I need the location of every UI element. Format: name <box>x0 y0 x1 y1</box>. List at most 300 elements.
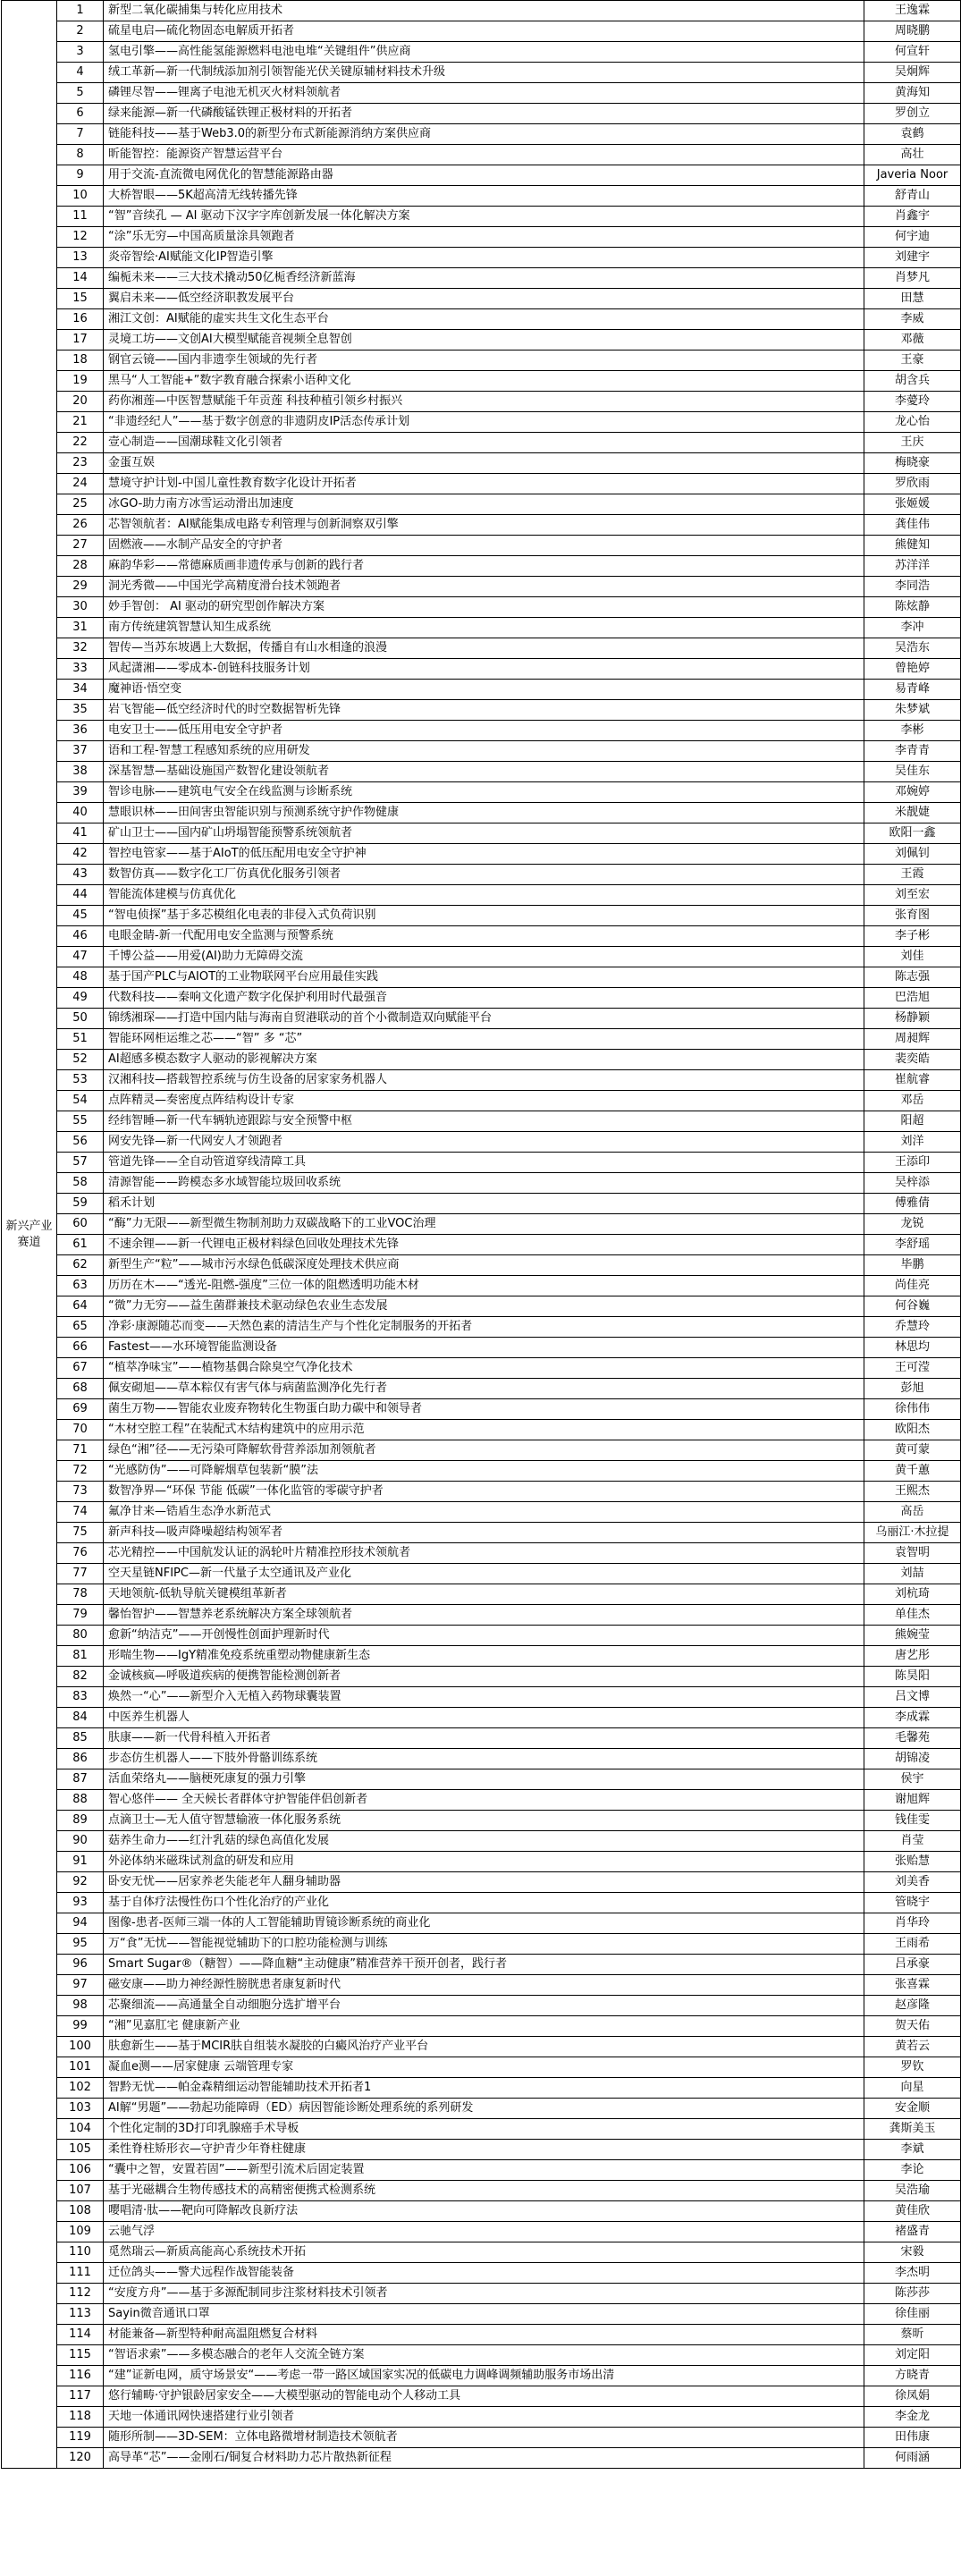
row-number: 112 <box>57 2284 104 2304</box>
team-leader: 张贻慧 <box>864 1852 961 1872</box>
team-leader: Javeria Noor <box>864 165 961 186</box>
table-row <box>2 700 961 721</box>
project-name: 绿来能源—新一代磷酸锰铁锂正极材料的开拓者 <box>104 104 864 124</box>
team-leader: 邓婉婷 <box>864 782 961 803</box>
project-name: 柔性脊柱矫形衣—守护青少年脊柱健康 <box>104 2140 864 2160</box>
project-name: 形喘生物——IgY精准免疫系统重塑动物健康新生态 <box>104 1646 864 1667</box>
project-name: 管道先锋——全自动管道穿线清障工具 <box>104 1153 864 1173</box>
project-name: 炎帝智绘·AI赋能文化IP智造引擎 <box>104 248 864 268</box>
row-number: 96 <box>57 1955 104 1975</box>
team-leader: 向星 <box>864 2078 961 2099</box>
team-leader: 吴梓添 <box>864 1173 961 1194</box>
team-leader: 易青峰 <box>864 680 961 700</box>
row-number: 95 <box>57 1934 104 1955</box>
table-row <box>2 42 961 63</box>
project-name: 活血荣络丸——脑梗死康复的强力引擎 <box>104 1769 864 1790</box>
team-leader: 袁鹤 <box>864 124 961 145</box>
table-row <box>2 1111 961 1132</box>
project-name: 网安先锋—新一代网安人才领跑者 <box>104 1132 864 1153</box>
table-row <box>2 289 961 309</box>
project-name: 钢官云镜——国内非遗孪生领域的先行者 <box>104 351 864 371</box>
team-leader: 王雨希 <box>864 1934 961 1955</box>
project-name: 数智仿真——数字化工厂仿真优化服务引领者 <box>104 865 864 885</box>
row-number: 48 <box>57 967 104 988</box>
row-number: 106 <box>57 2160 104 2181</box>
team-leader: 张喜霖 <box>864 1975 961 1996</box>
project-name: “光感防伪”——可降解烟草包装新“膜”法 <box>104 1461 864 1482</box>
table-row <box>2 2078 961 2099</box>
row-number: 12 <box>57 227 104 248</box>
project-name: 智能流体建模与仿真优化 <box>104 885 864 906</box>
team-leader: 唐艺彤 <box>864 1646 961 1667</box>
team-leader: 徐伟伟 <box>864 1399 961 1420</box>
table-row <box>2 680 961 700</box>
team-leader: 王庆 <box>864 433 961 453</box>
table-row <box>2 1255 961 1276</box>
table-row <box>2 803 961 823</box>
project-name: 智能环网柜运维之芯——“智” 多 “芯” <box>104 1029 864 1050</box>
team-leader: 陈炫静 <box>864 597 961 618</box>
table-row <box>2 659 961 680</box>
row-number: 43 <box>57 865 104 885</box>
team-leader: 吕承豪 <box>864 1955 961 1975</box>
table-row <box>2 762 961 782</box>
row-number: 27 <box>57 536 104 556</box>
table-row <box>2 618 961 638</box>
row-number: 23 <box>57 453 104 474</box>
project-name: 风起潇湘——零成本-创链科技服务计划 <box>104 659 864 680</box>
project-name: 中医养生机器人 <box>104 1708 864 1728</box>
team-leader: 邓薇 <box>864 330 961 351</box>
project-name: 金诚核疯—呼吸道疾病的便携智能检测创新者 <box>104 1667 864 1687</box>
team-leader: 刘佳 <box>864 947 961 967</box>
project-name: “植萃净味宝”——植物基偶合除臭空气净化技术 <box>104 1358 864 1379</box>
team-leader: 刘至宏 <box>864 885 961 906</box>
row-number: 55 <box>57 1111 104 1132</box>
row-number: 35 <box>57 700 104 721</box>
row-number: 75 <box>57 1523 104 1543</box>
row-number: 98 <box>57 1996 104 2016</box>
row-number: 34 <box>57 680 104 700</box>
table-row <box>2 1153 961 1173</box>
table-row <box>2 1358 961 1379</box>
project-name: 点阵精灵—奏密度点阵结构设计专家 <box>104 1091 864 1111</box>
table-row <box>2 351 961 371</box>
project-name: 磁安康——助力神经源性膀胱患者康复新时代 <box>104 1975 864 1996</box>
row-number: 67 <box>57 1358 104 1379</box>
table-row <box>2 2304 961 2325</box>
table-row <box>2 2284 961 2304</box>
table-row <box>2 2386 961 2407</box>
project-name: 慧眼识林——田间害虫智能识别与预测系统守护作物健康 <box>104 803 864 823</box>
table-row <box>2 2407 961 2428</box>
project-name: “酶”力无限——新型微生物制剂助力双碳战略下的工业VOC治理 <box>104 1214 864 1235</box>
row-number: 80 <box>57 1626 104 1646</box>
project-name: 肤愈新生——基于MCIR肤自组装水凝胶的白癜风治疗产业平台 <box>104 2037 864 2057</box>
row-number: 89 <box>57 1811 104 1831</box>
row-number: 18 <box>57 351 104 371</box>
row-number: 78 <box>57 1584 104 1605</box>
team-leader: 尚佳亮 <box>864 1276 961 1296</box>
team-leader: 徐佳丽 <box>864 2304 961 2325</box>
project-name: 芯光精控——中国航发认证的涡轮叶片精准控形技术领航者 <box>104 1543 864 1564</box>
table-row <box>2 63 961 83</box>
table-row <box>2 2160 961 2181</box>
team-leader: 黄千蕙 <box>864 1461 961 1482</box>
row-number: 108 <box>57 2201 104 2222</box>
team-leader: 袁智明 <box>864 1543 961 1564</box>
project-name: 磷锂尽智——锂离子电池无机灭火材料领航者 <box>104 83 864 104</box>
project-name: 南方传统建筑智慧认知生成系统 <box>104 618 864 638</box>
row-number: 79 <box>57 1605 104 1626</box>
row-number: 25 <box>57 494 104 515</box>
row-number: 16 <box>57 309 104 330</box>
row-number: 7 <box>57 124 104 145</box>
project-name: “微”力无穷——益生菌群兼技术驱动绿色农业生态发展 <box>104 1296 864 1317</box>
category-cell: 新兴产业赛道 <box>2 1 57 2469</box>
team-leader: 龚斯美玉 <box>864 2119 961 2140</box>
project-name: “安度方舟”——基于多源配制同步注浆材料技术引领者 <box>104 2284 864 2304</box>
table-row <box>2 2016 961 2037</box>
project-name: 天地一体通讯网快速搭建行业引领者 <box>104 2407 864 2428</box>
team-leader: 米靓婕 <box>864 803 961 823</box>
project-name: AI超感多模态数字人驱动的影视解决方案 <box>104 1050 864 1070</box>
project-name: “木材空腔工程”在装配式木结构建筑中的应用示范 <box>104 1420 864 1440</box>
row-number: 113 <box>57 2304 104 2325</box>
team-leader: 刘建宇 <box>864 248 961 268</box>
project-name: 天地领航-低轨导航关键模组革新者 <box>104 1584 864 1605</box>
team-leader: 李威 <box>864 309 961 330</box>
table-row <box>2 165 961 186</box>
team-leader: 熊健知 <box>864 536 961 556</box>
row-number: 115 <box>57 2345 104 2366</box>
row-number: 83 <box>57 1687 104 1708</box>
team-leader: 傅雅倩 <box>864 1194 961 1214</box>
row-number: 13 <box>57 248 104 268</box>
project-name: 悠行辅畴·守护银龄居家安全——大模型驱动的智能电动个人移动工具 <box>104 2386 864 2407</box>
team-leader: 高壮 <box>864 145 961 165</box>
team-leader: 李金龙 <box>864 2407 961 2428</box>
team-leader: 彭旭 <box>864 1379 961 1399</box>
table-row <box>2 1584 961 1605</box>
row-number: 30 <box>57 597 104 618</box>
table-row <box>2 227 961 248</box>
project-name: 芯聚细流——高通量全自动细胞分选扩增平台 <box>104 1996 864 2016</box>
table-row <box>2 1 961 21</box>
table-row <box>2 2448 961 2469</box>
team-leader: 毛馨苑 <box>864 1728 961 1749</box>
row-number: 87 <box>57 1769 104 1790</box>
table-row <box>2 556 961 577</box>
team-leader: 李论 <box>864 2160 961 2181</box>
table-row <box>2 207 961 227</box>
table-row <box>2 392 961 412</box>
team-leader: 朱梦斌 <box>864 700 961 721</box>
table-row <box>2 2428 961 2448</box>
row-number: 61 <box>57 1235 104 1255</box>
project-name: 药你湘莲—中医智慧赋能千年贡莲 科技种植引领乡村振兴 <box>104 392 864 412</box>
table-row <box>2 453 961 474</box>
team-leader: 张姬媛 <box>864 494 961 515</box>
team-leader: 肖梦凡 <box>864 268 961 289</box>
team-leader: 褚盛青 <box>864 2222 961 2242</box>
team-leader: 单佳杰 <box>864 1605 961 1626</box>
table-row <box>2 1009 961 1029</box>
project-name: 菇养生命力——红汁乳菇的绿色高值化发展 <box>104 1831 864 1852</box>
table-row <box>2 577 961 597</box>
project-name: 壹心制造——国潮球鞋文化引领者 <box>104 433 864 453</box>
team-leader: 阳超 <box>864 1111 961 1132</box>
project-name: AI解“男题”——勃起功能障碍（ED）病因智能诊断处理系统的系列研发 <box>104 2099 864 2119</box>
team-leader: 陈志强 <box>864 967 961 988</box>
row-number: 63 <box>57 1276 104 1296</box>
table-row <box>2 1050 961 1070</box>
table-row <box>2 1173 961 1194</box>
team-leader: 周昶辉 <box>864 1029 961 1050</box>
table-row <box>2 21 961 42</box>
table-row <box>2 1749 961 1769</box>
row-number: 33 <box>57 659 104 680</box>
team-leader: 罗创立 <box>864 104 961 124</box>
team-leader: 高岳 <box>864 1502 961 1523</box>
table-row <box>2 1811 961 1831</box>
team-leader: 罗钦 <box>864 2057 961 2078</box>
row-number: 105 <box>57 2140 104 2160</box>
project-name: 新型生产“粒”——城市污水绿色低碳深度处理技术供应商 <box>104 1255 864 1276</box>
project-name: 空天星链NFIPC—新一代量子太空通讯及产业化 <box>104 1564 864 1584</box>
table-row <box>2 1235 961 1255</box>
row-number: 68 <box>57 1379 104 1399</box>
row-number: 111 <box>57 2263 104 2284</box>
table-row <box>2 1029 961 1050</box>
project-name: 随形所制——3D-SEM：立体电路微增材制造技术领航者 <box>104 2428 864 2448</box>
table-row <box>2 1276 961 1296</box>
project-name: 汉湘科技—搭载智控系统与仿生设备的居家家务机器人 <box>104 1070 864 1091</box>
row-number: 38 <box>57 762 104 782</box>
project-name: 菌生万物——智能农业废弃物转化生物蛋白助力碳中和领导者 <box>104 1399 864 1420</box>
table-row <box>2 1091 961 1111</box>
row-number: 72 <box>57 1461 104 1482</box>
row-number: 119 <box>57 2428 104 2448</box>
table-row <box>2 1605 961 1626</box>
row-number: 100 <box>57 2037 104 2057</box>
team-leader: 刘杭琦 <box>864 1584 961 1605</box>
row-number: 88 <box>57 1790 104 1811</box>
row-number: 84 <box>57 1708 104 1728</box>
project-name: 冰GO-助力南方冰雪运动滑出加速度 <box>104 494 864 515</box>
team-leader: 王添印 <box>864 1153 961 1173</box>
project-name: 点滴卫士—无人值守智慧输液一体化服务系统 <box>104 1811 864 1831</box>
table-row <box>2 1893 961 1913</box>
project-name: 魔神语·悟空变 <box>104 680 864 700</box>
project-name: 千博公益——用爱(AI)助力无障碍交流 <box>104 947 864 967</box>
team-leader: 田伟康 <box>864 2428 961 2448</box>
project-name: 稻禾计划 <box>104 1194 864 1214</box>
team-leader: 田慧 <box>864 289 961 309</box>
project-name: 湘江文创：AI赋能的虚实共生文化生态平台 <box>104 309 864 330</box>
table-row <box>2 2242 961 2263</box>
table-row <box>2 412 961 433</box>
row-number: 71 <box>57 1440 104 1461</box>
team-leader: 安金顺 <box>864 2099 961 2119</box>
row-number: 59 <box>57 1194 104 1214</box>
project-name: “建”证新电网，质守场景安“——考虑一带一路区域国家实况的低碳电力调峰调频辅助服务市场出清 <box>104 2366 864 2386</box>
row-number: 102 <box>57 2078 104 2099</box>
team-leader: 李斌 <box>864 2140 961 2160</box>
team-leader: 何谷巍 <box>864 1296 961 1317</box>
team-leader: 宋毅 <box>864 2242 961 2263</box>
row-number: 107 <box>57 2181 104 2201</box>
team-leader: 舒青山 <box>864 186 961 207</box>
row-number: 74 <box>57 1502 104 1523</box>
project-name: 卧安无忧——居家养老失能老年人翻身辅助器 <box>104 1872 864 1893</box>
project-name: 深基智慧—基础设施国产数智化建设领航者 <box>104 762 864 782</box>
project-name: 历历在木——“透光-阻燃-强度”三位一体的阻燃透明功能木材 <box>104 1276 864 1296</box>
table-row <box>2 2181 961 2201</box>
team-leader: 肖鑫宇 <box>864 207 961 227</box>
row-number: 93 <box>57 1893 104 1913</box>
project-name: 麻韵华彩——常德麻质画非遗传承与创新的践行者 <box>104 556 864 577</box>
row-number: 8 <box>57 145 104 165</box>
row-number: 51 <box>57 1029 104 1050</box>
project-name: 肤康——新一代骨科植入开拓者 <box>104 1728 864 1749</box>
project-table <box>1 0 961 2469</box>
table-row <box>2 2119 961 2140</box>
table-row <box>2 2325 961 2345</box>
table-row <box>2 1379 961 1399</box>
team-leader: 王逸霖 <box>864 1 961 21</box>
row-number: 2 <box>57 21 104 42</box>
team-leader: 刘喆 <box>864 1564 961 1584</box>
table-row <box>2 741 961 762</box>
team-leader: 王豪 <box>864 351 961 371</box>
row-number: 77 <box>57 1564 104 1584</box>
project-name: 硫星电启—硫化物固态电解质开拓者 <box>104 21 864 42</box>
table-row <box>2 1070 961 1091</box>
table-row <box>2 2201 961 2222</box>
row-number: 39 <box>57 782 104 803</box>
row-number: 40 <box>57 803 104 823</box>
project-name: 金蛋互娱 <box>104 453 864 474</box>
row-number: 24 <box>57 474 104 494</box>
table-row <box>2 2263 961 2284</box>
row-number: 28 <box>57 556 104 577</box>
table-row <box>2 865 961 885</box>
team-leader: 梅晓豪 <box>864 453 961 474</box>
project-name: Smart Sugar®（糖智）——降血糖“主动健康”精准营养干预开创者，践行者 <box>104 1955 864 1975</box>
row-number: 81 <box>57 1646 104 1667</box>
row-number: 54 <box>57 1091 104 1111</box>
row-number: 19 <box>57 371 104 392</box>
team-leader: 李成霖 <box>864 1708 961 1728</box>
project-name: 数智净界—“环保 节能 低碳”一体化监管的零碳守护者 <box>104 1482 864 1502</box>
team-leader: 陈莎莎 <box>864 2284 961 2304</box>
row-number: 64 <box>57 1296 104 1317</box>
row-number: 10 <box>57 186 104 207</box>
row-number: 103 <box>57 2099 104 2119</box>
table-row <box>2 1667 961 1687</box>
project-name: 岩飞智能—低空经济时代的时空数据智析先锋 <box>104 700 864 721</box>
table-row <box>2 1132 961 1153</box>
project-name: 固燃液——水制产品安全的守护者 <box>104 536 864 556</box>
project-name: 清源智能——跨模态多水域智能垃圾回收系统 <box>104 1173 864 1194</box>
team-leader: 李彬 <box>864 721 961 741</box>
team-leader: 贺天佑 <box>864 2016 961 2037</box>
team-leader: 杨静颖 <box>864 1009 961 1029</box>
project-name: 绿色“湘”径——无污染可降解软骨营养添加剂领航者 <box>104 1440 864 1461</box>
table-row <box>2 309 961 330</box>
team-leader: 李薆玲 <box>864 392 961 412</box>
row-number: 50 <box>57 1009 104 1029</box>
team-leader: 吴浩东 <box>864 638 961 659</box>
row-number: 44 <box>57 885 104 906</box>
row-number: 14 <box>57 268 104 289</box>
table-row <box>2 145 961 165</box>
project-name: 外泌体纳米磁珠试剂盒的研发和应用 <box>104 1852 864 1872</box>
project-name: 迁位鸽头——警犬远程作战智能装备 <box>104 2263 864 2284</box>
row-number: 76 <box>57 1543 104 1564</box>
team-leader: 李舒瑶 <box>864 1235 961 1255</box>
table-row <box>2 1708 961 1728</box>
row-number: 49 <box>57 988 104 1009</box>
row-number: 97 <box>57 1975 104 1996</box>
project-name: 焕然一“心”——新型介入无植入药物球囊装置 <box>104 1687 864 1708</box>
table-row <box>2 2222 961 2242</box>
table-row <box>2 1420 961 1440</box>
team-leader: 毕鹏 <box>864 1255 961 1276</box>
project-name: “囊中之智，安置若固”——新型引流术后固定装置 <box>104 2160 864 2181</box>
row-number: 120 <box>57 2448 104 2469</box>
team-leader: 黄佳欣 <box>864 2201 961 2222</box>
table-row <box>2 1790 961 1811</box>
row-number: 91 <box>57 1852 104 1872</box>
team-leader: 李子彬 <box>864 926 961 947</box>
table-row <box>2 1913 961 1934</box>
team-leader: 刘佩钊 <box>864 844 961 865</box>
project-name: 基于国产PLC与AIOT的工业物联网平台应用最佳实践 <box>104 967 864 988</box>
team-leader: 肖莹 <box>864 1831 961 1852</box>
project-name: 锦绣湘琛——打造中国内陆与海南自贸港联动的首个小微制造双向赋能平台 <box>104 1009 864 1029</box>
table-row <box>2 1564 961 1584</box>
row-number: 110 <box>57 2242 104 2263</box>
team-leader: 谢旭辉 <box>864 1790 961 1811</box>
team-leader: 何宇迪 <box>864 227 961 248</box>
table-row <box>2 1543 961 1564</box>
team-leader: 李青青 <box>864 741 961 762</box>
team-leader: 黄若云 <box>864 2037 961 2057</box>
row-number: 31 <box>57 618 104 638</box>
project-name: 绒工革新—新一代制绒添加剂引领智能光伏关键原辅材料技术升级 <box>104 63 864 83</box>
project-name: 万“食”无忧——智能视觉辅助下的口腔功能检测与训练 <box>104 1934 864 1955</box>
project-name: 用于交流-直流微电网优化的智慧能源路由器 <box>104 165 864 186</box>
table-row <box>2 1296 961 1317</box>
row-number: 69 <box>57 1399 104 1420</box>
row-number: 46 <box>57 926 104 947</box>
team-leader: 王可滢 <box>864 1358 961 1379</box>
project-name: 嘤唱清·肽——靶向可降解改良新疗法 <box>104 2201 864 2222</box>
table-row <box>2 124 961 145</box>
row-number: 17 <box>57 330 104 351</box>
project-name: 电安卫士——低压用电安全守护者 <box>104 721 864 741</box>
team-leader: 刘定阳 <box>864 2345 961 2366</box>
table-row <box>2 474 961 494</box>
row-number: 70 <box>57 1420 104 1440</box>
row-number: 1 <box>57 1 104 21</box>
table-row <box>2 638 961 659</box>
table-row <box>2 597 961 618</box>
row-number: 86 <box>57 1749 104 1769</box>
table-row <box>2 1461 961 1482</box>
